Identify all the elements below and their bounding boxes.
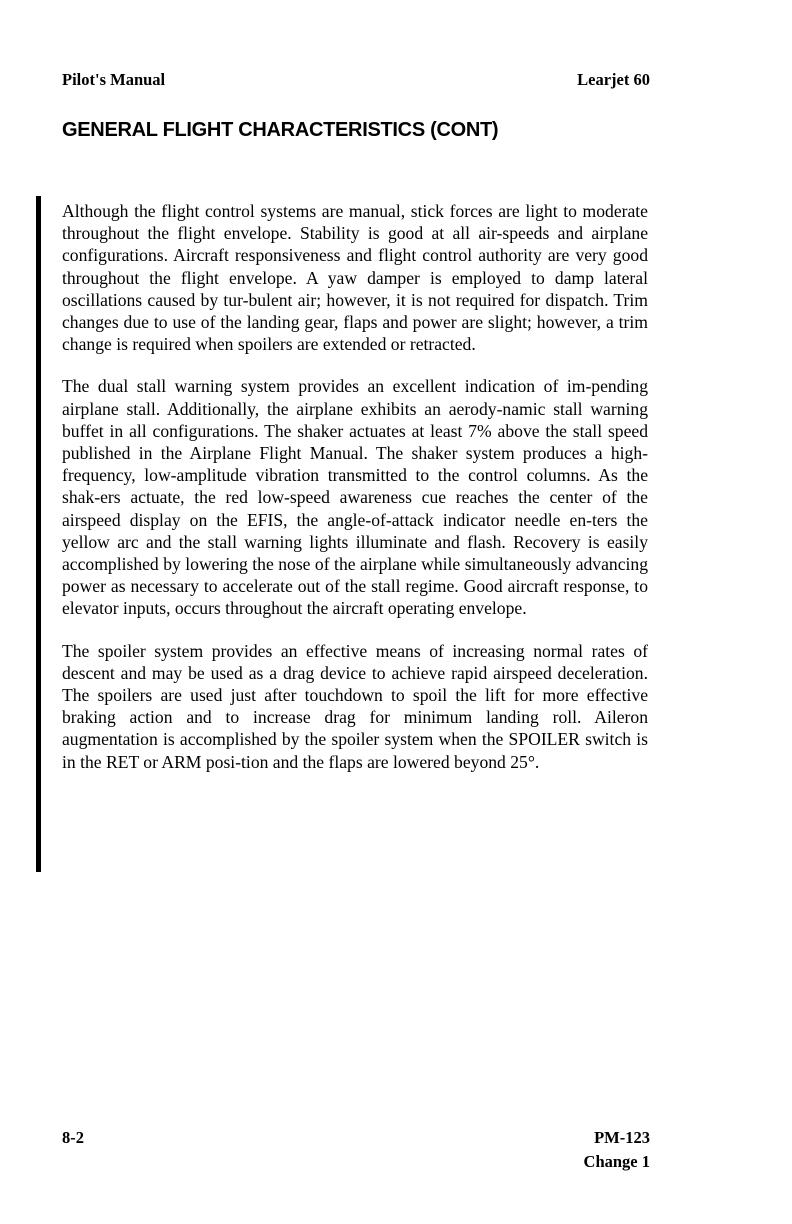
paragraph-spoiler-system: The spoiler system provides an effective means of increasing normal rates of descent and may be used as a drag device to achieve rapid airspeed deceleration. The spoilers are used just after touchdown to spoil the lift for more effective braking action and to increase drag for minimum landing roll. Aileron augmentation is accomplished by the spoiler system when the SPOILER switch is in the RET or ARM posi-tion and the flaps are lowered beyond 25°. bbox=[62, 640, 648, 772]
manual-title: Pilot's Manual bbox=[62, 70, 166, 89]
document-number: PM-123 bbox=[594, 1128, 650, 1147]
paragraph-stall-warning: The dual stall warning system provides an excellent indication of im-pending airplane stall. Additionally, the airplane exhibits an aerody-namic stall warning buffet in all configurations. The shaker actuates at least 7% above the stall speed published in the Airplane Flight Manual. The shaker system produces a high-frequency, low-amplitude vibration transmitted to the control columns. As the shak-ers actuate, the red low-speed awareness cue reaches the center of the airspeed display on the EFIS, the angle-of-attack indicator needle en-ters the yellow arc and the stall warning lights illuminate and flash. Recovery is easily accomplished by lowering the nose of the airplane while simultaneously advancing power as necessary to accelerate out of the stall regime. Good aircraft response, to elevator inputs, occurs throughout the aircraft operating envelope. bbox=[62, 376, 648, 619]
revision-label: Change 1 bbox=[583, 1152, 650, 1171]
page-number: 8-2 bbox=[62, 1128, 84, 1147]
body-text bbox=[62, 200, 648, 793]
paragraph-flight-controls: Although the flight control systems are manual, stick forces are light to moderate throughout the flight envelope. Stability is good at all air-speeds and airplane configurations. Aircraft responsiveness and flight control authority are very good throughout the flight envelope. A yaw damper is employed to damp lateral oscillations caused by tur-bulent air; however, it is not required for dispatch. Trim changes due to use of the landing gear, flaps and power are slight; however, a trim change is required when spoilers are extended or retracted. bbox=[62, 201, 648, 355]
running-header bbox=[62, 68, 650, 92]
footer-document-info bbox=[584, 1126, 650, 1174]
aircraft-model: Learjet 60 bbox=[577, 70, 650, 89]
revision-change-bar bbox=[36, 196, 41, 872]
section-title: GENERAL FLIGHT CHARACTERISTICS (CONT) bbox=[62, 119, 499, 141]
